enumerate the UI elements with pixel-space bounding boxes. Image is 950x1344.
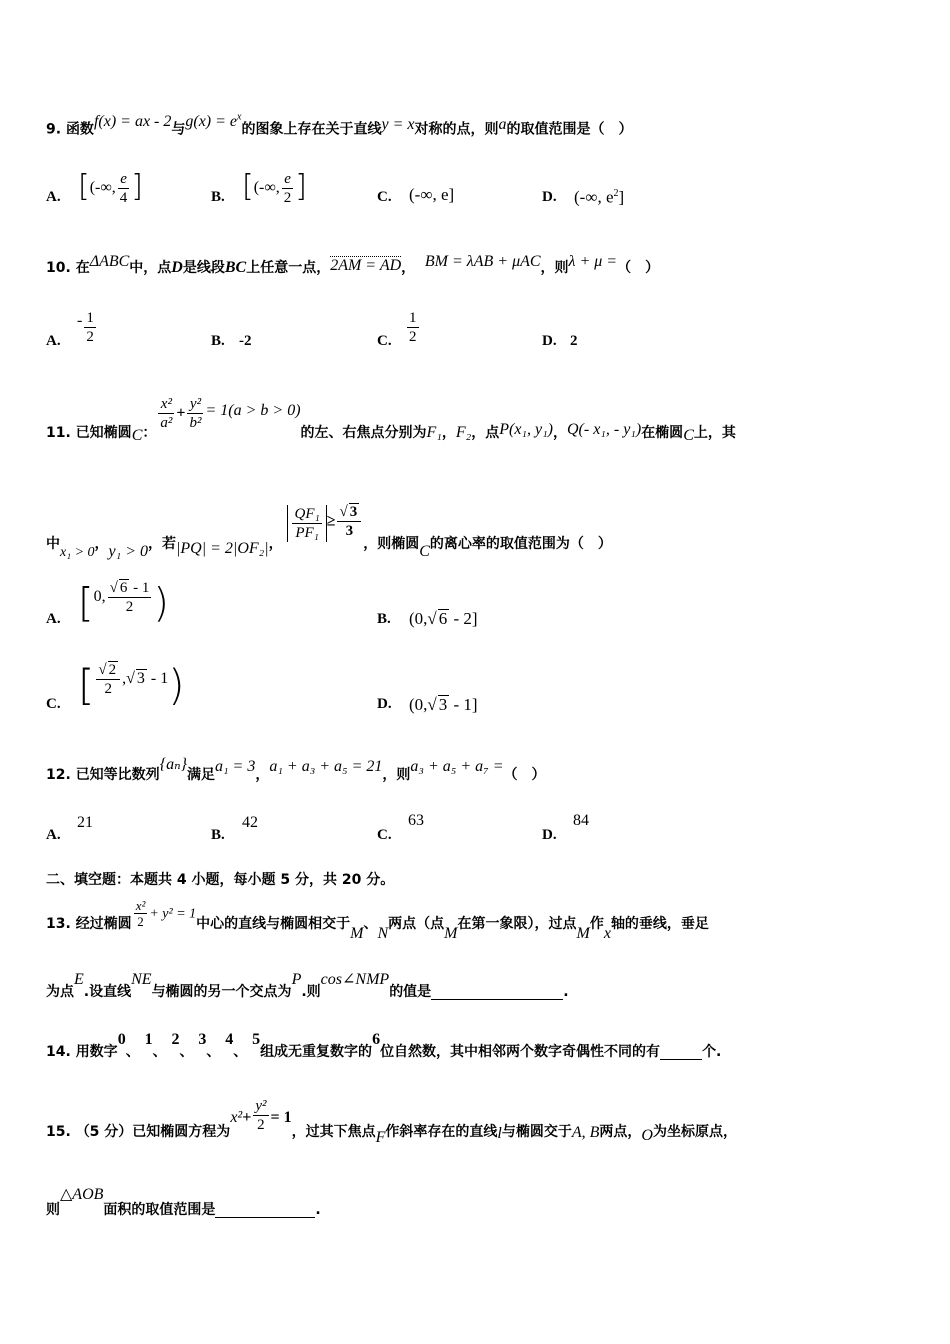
q15-answer-blank[interactable] (215, 1201, 315, 1218)
q9-stem: 9. 函数f(x) = ax - 2与$g(x) = e^x$的图象上存在关于直线y = x对称的点，则a的取值范围是（ ） (46, 112, 633, 138)
q14-number: 14. (46, 1044, 71, 1060)
q10-vector-eq1: 2AM = AD (330, 257, 402, 274)
q13-stem-line2: 为点E.设直线NE与椭圆的另一个交点为P.则cos∠NMP的值是 . (46, 971, 569, 1000)
q13-number: 13. (46, 915, 71, 932)
q9-option-a-expr: [(-∞, $\frac{e}{4}$ ] (78, 168, 143, 206)
q9-option-c-expr: (-∞, e] (409, 185, 455, 204)
q15-stem-line1: 15. （5 分）已知椭圆方程为x²+ $\frac{\text{y²}}{2}$ = 1，过其下焦点F作斜率存在的直线l与椭圆交于A, B两点，O为坐标原点， (46, 1098, 737, 1146)
q9-line-expr: y = x (381, 116, 415, 134)
q9-g-expr: $g(x) = e^x$ (185, 112, 242, 131)
q11-number: 11. (46, 424, 71, 441)
q15-number: 15. (46, 1123, 71, 1140)
q11-ratio: $\frac{\text{QF₁}}{\text{PF₁}}$ (287, 505, 326, 542)
q12-stem: 12. 已知等比数列{aₙ}满足a₁ = 3，a₁ + a₃ + a₅ = 21，则a₃ + a₅ + a₇ =（ ） (46, 756, 546, 783)
q12-number: 12. (46, 767, 71, 783)
q10-triangle: ΔABC (89, 253, 130, 270)
q9-f-expr: f(x) = ax - 2 (93, 113, 172, 131)
q11-stem-line1: 11. 已知椭圆C： $\frac{\text{x²}}{\text{a²}}$ + $\frac{\text{y²}}{\text{b²}}$ = 1(a > b > 0)的左、右焦点分别为F₁，F₂，点P(x₁, y₁)，Q(- x₁, - y₁)在椭圆C上，其 (46, 396, 736, 444)
q10-vector-eq2: BM = λAB + μAC (424, 253, 541, 270)
q10-stem: 10. 在ΔABC中，点D是线段BC上任意一点，2AM = AD， BM = λAB + μAC，则λ + μ =（ ） (46, 253, 660, 276)
q9-option-b-expr: [(-∞, $\frac{e}{2}$ ] (242, 168, 307, 206)
q15-stem-line2: 则△AOB面积的取值范围是 . (46, 1186, 321, 1218)
q11-stem-line2: 中x₁ > 0，y₁ > 0，若|PQ| = 2|OF₂|， $\frac{\text{QF₁}}{\text{PF₁}}$ ≥ $\frac{√ 3}{3}$ ，则椭圆C的离心率的取值范围为（ ） (46, 504, 612, 560)
q10-number: 10. (46, 260, 71, 276)
q9-number: 9. (46, 121, 62, 138)
q14-stem: 14. 用数字0、 1、 2、 3、 4、 5组成无重复数字的6位自然数，其中相邻两个数字奇偶性不同的有 个. (46, 1031, 722, 1060)
q13-stem-line1: 13. 经过椭圆 $\frac{\text{x²}}{2}$ + y² = 1中心的直线与椭圆相交于M、N两点（点M在第一象限），过点M作x轴的垂线，垂足 (46, 898, 709, 942)
exam-page: 9. 函数f(x) = ax - 2与$g(x) = e^x$的图象上存在关于直线y = x对称的点，则a的取值范围是（ ） A. [(-∞, $\frac{e}{4}$ ] B. [(-∞, $\frac{e}{2}$ ] C. (-∞, e] D. (-∞, $e^2$] 10. 在ΔABC中，点D是线段BC上任意一点，2AM = AD， BM = λAB + μAC，则λ + μ =（ ） A. - $\frac{1}{2}$ B. -2 C. $\frac{1}{2}$ D. 2 11. 已知椭圆C： $\frac{\text{x²}}{\text{a²}}$ + $\frac{\text{y²}}{\text{b²}}$ = 1(a > b > 0)的左、右焦点分别为F₁，F₂，点P(x₁, y₁)，Q(- x₁, - y₁)在椭圆C上，其 中x₁ > 0，y₁ > 0，若|PQ| = 2|OF₂|， $\frac{\text{QF₁}}{\text{PF₁}}$ ≥ $\frac{√ 3}{3}$ ，则椭圆C的离心率的取值范围为（ ） A. [0, $\frac{√ 6 - 1}{2}$ ) B. (0,√ 6 - 2] C. [ $\frac{√ 2}{2}$ ,√ 3 - 1) D. (0,√ 3 - 1] 12. 已知等比数列{aₙ}满足a₁ = 3，a₁ + a₃ + a₅ = 21，则a₃ + a₅ + a₇ =（ ） A. 21 B. 42 C. 63 D. 84 二、填空题：本题共 4 小题，每小题 5 分，共 20 分。 13. 经过椭圆 $\frac{\text{x²}}{2}$ + y² = 1中心的直线与椭圆相交于M、N两点（点M在第一象限），过点M作x轴的垂线，垂足 为点E.设直线NE与椭圆的另一个交点为P.则cos∠NMP的值是 . 14. 用数字0、 1、 2、 3、 4、 5组成无重复数字的6位自然数，其中相邻两个数字奇偶性不同的有 个. 15. （5 分）已知椭圆方程为x²+ $\frac{\text{y²}}{2}$ = 1，过其下焦点F作斜率存在的直线l与椭圆交于A, B两点，O为坐标原点， 则△AOB面积的取值范围是 . (0, 0, 950, 1344)
q14-answer-blank[interactable] (660, 1043, 702, 1060)
section-heading: 二、填空题：本题共 4 小题，每小题 5 分，共 20 分。 (46, 872, 395, 888)
q13-answer-blank[interactable] (431, 983, 563, 1000)
q9-option-d-expr: (-∞, $e^2$] (574, 187, 625, 207)
